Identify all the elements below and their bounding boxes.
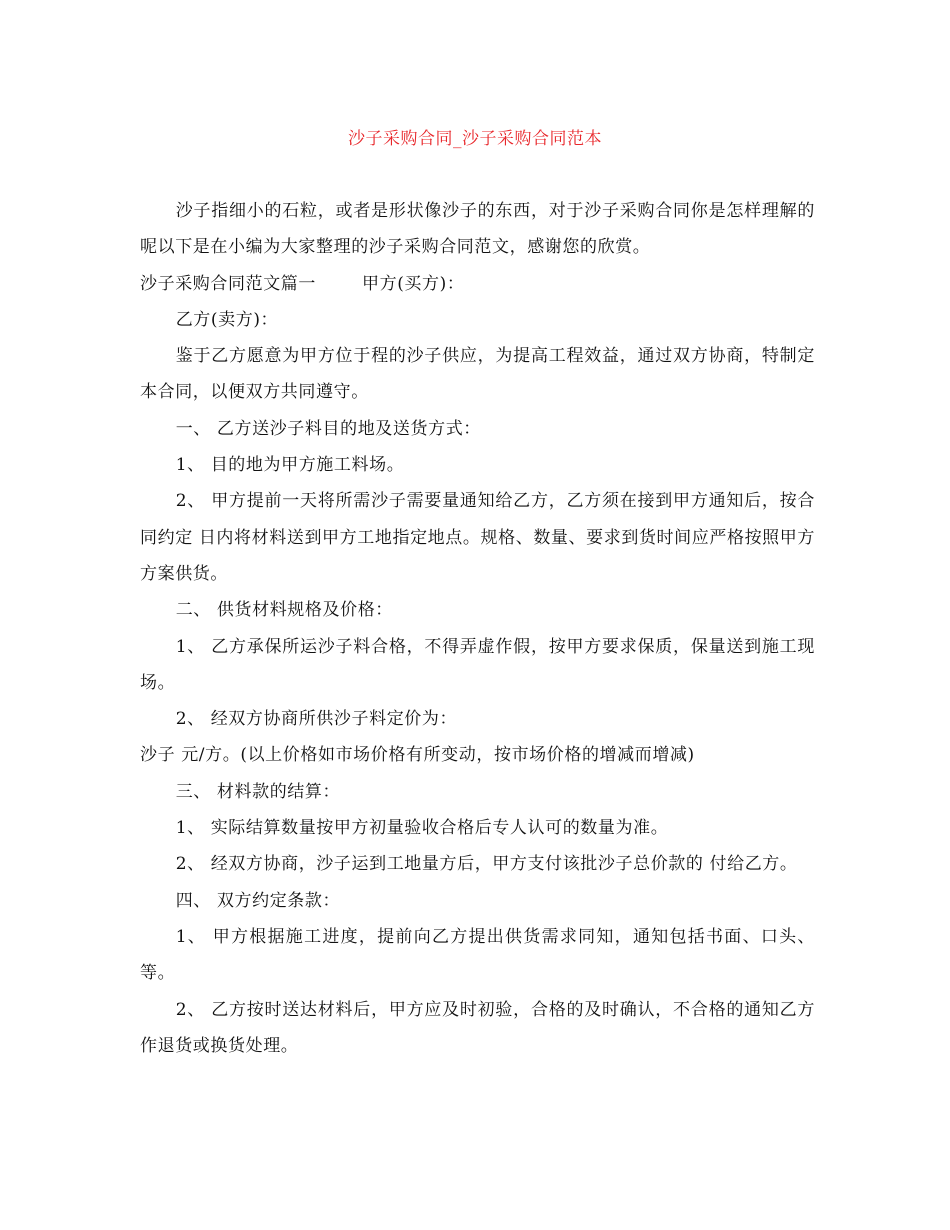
- clause-3-item-1: 1、 实际结算数量按甲方初量验收合格后专人认可的数量为准。: [175, 818, 669, 839]
- clause-4-item-2: 2、 乙方按时送达材料后，甲方应及时初验，合格的及时确认，不合格的通知乙方作退货或换货处理。: [140, 999, 815, 1056]
- document-body: [140, 193, 815, 1064]
- clause-4-item-1: 1、 甲方根据施工进度，提前向乙方提出供货需求同知，通知包括书面、口头、 等。: [140, 926, 815, 984]
- clause-2-item-2: 2、 经双方协商所供沙子料定价为：: [175, 709, 458, 730]
- clause-1-item-1: 1、 目的地为甲方施工料场。: [175, 455, 405, 476]
- party-a-label: 甲方(买方)：: [362, 273, 465, 294]
- section-label: 沙子采购合同范文篇一: [140, 273, 316, 294]
- intro-paragraph: 沙子指细小的石粒，或者是形状像沙子的东西，对于沙子采购合同你是怎样理解的呢以下是在小编为大家整理的沙子采购合同范文，感谢您的欣赏。: [140, 201, 815, 258]
- clause-3-heading: 三、 材料款的结算：: [175, 781, 341, 802]
- clause-3-item-2: 2、 经双方协商，沙子运到工地量方后，甲方支付该批沙子总价款的 付给乙方。: [175, 854, 798, 875]
- party-b-label: 乙方(卖方)：: [175, 309, 279, 330]
- document-title: 沙子采购合同_沙子采购合同范本: [348, 129, 602, 149]
- clause-2-heading: 二、 供货材料规格及价格：: [175, 600, 393, 621]
- clause-4-heading: 四、 双方约定条款：: [175, 890, 341, 911]
- section-label-line: [140, 266, 815, 302]
- clause-1-item-2: 2、 甲方提前一天将所需沙子需要量通知给乙方，乙方须在接到甲方通知后，按合同约定 日内将材料送到甲方工地指定地点。规格、数量、要求到货时间应严格按照甲方方案供货。: [140, 491, 815, 584]
- clause-2-price: 沙子 元/方。(以上价格如市场价格有所变动，按市场价格的增减而增减): [140, 745, 695, 766]
- clause-2-item-1: 1、 乙方承保所运沙子料合格，不得弄虚作假，按甲方要求保质，保量送到施工现场。: [140, 636, 815, 693]
- preamble-paragraph: 鉴于乙方愿意为甲方位于程的沙子供应，为提高工程效益，通过双方协商，特制定本合同，以便双方共同遵守。: [140, 346, 815, 403]
- clause-1-heading: 一、 乙方送沙子料目的地及送货方式：: [175, 418, 481, 439]
